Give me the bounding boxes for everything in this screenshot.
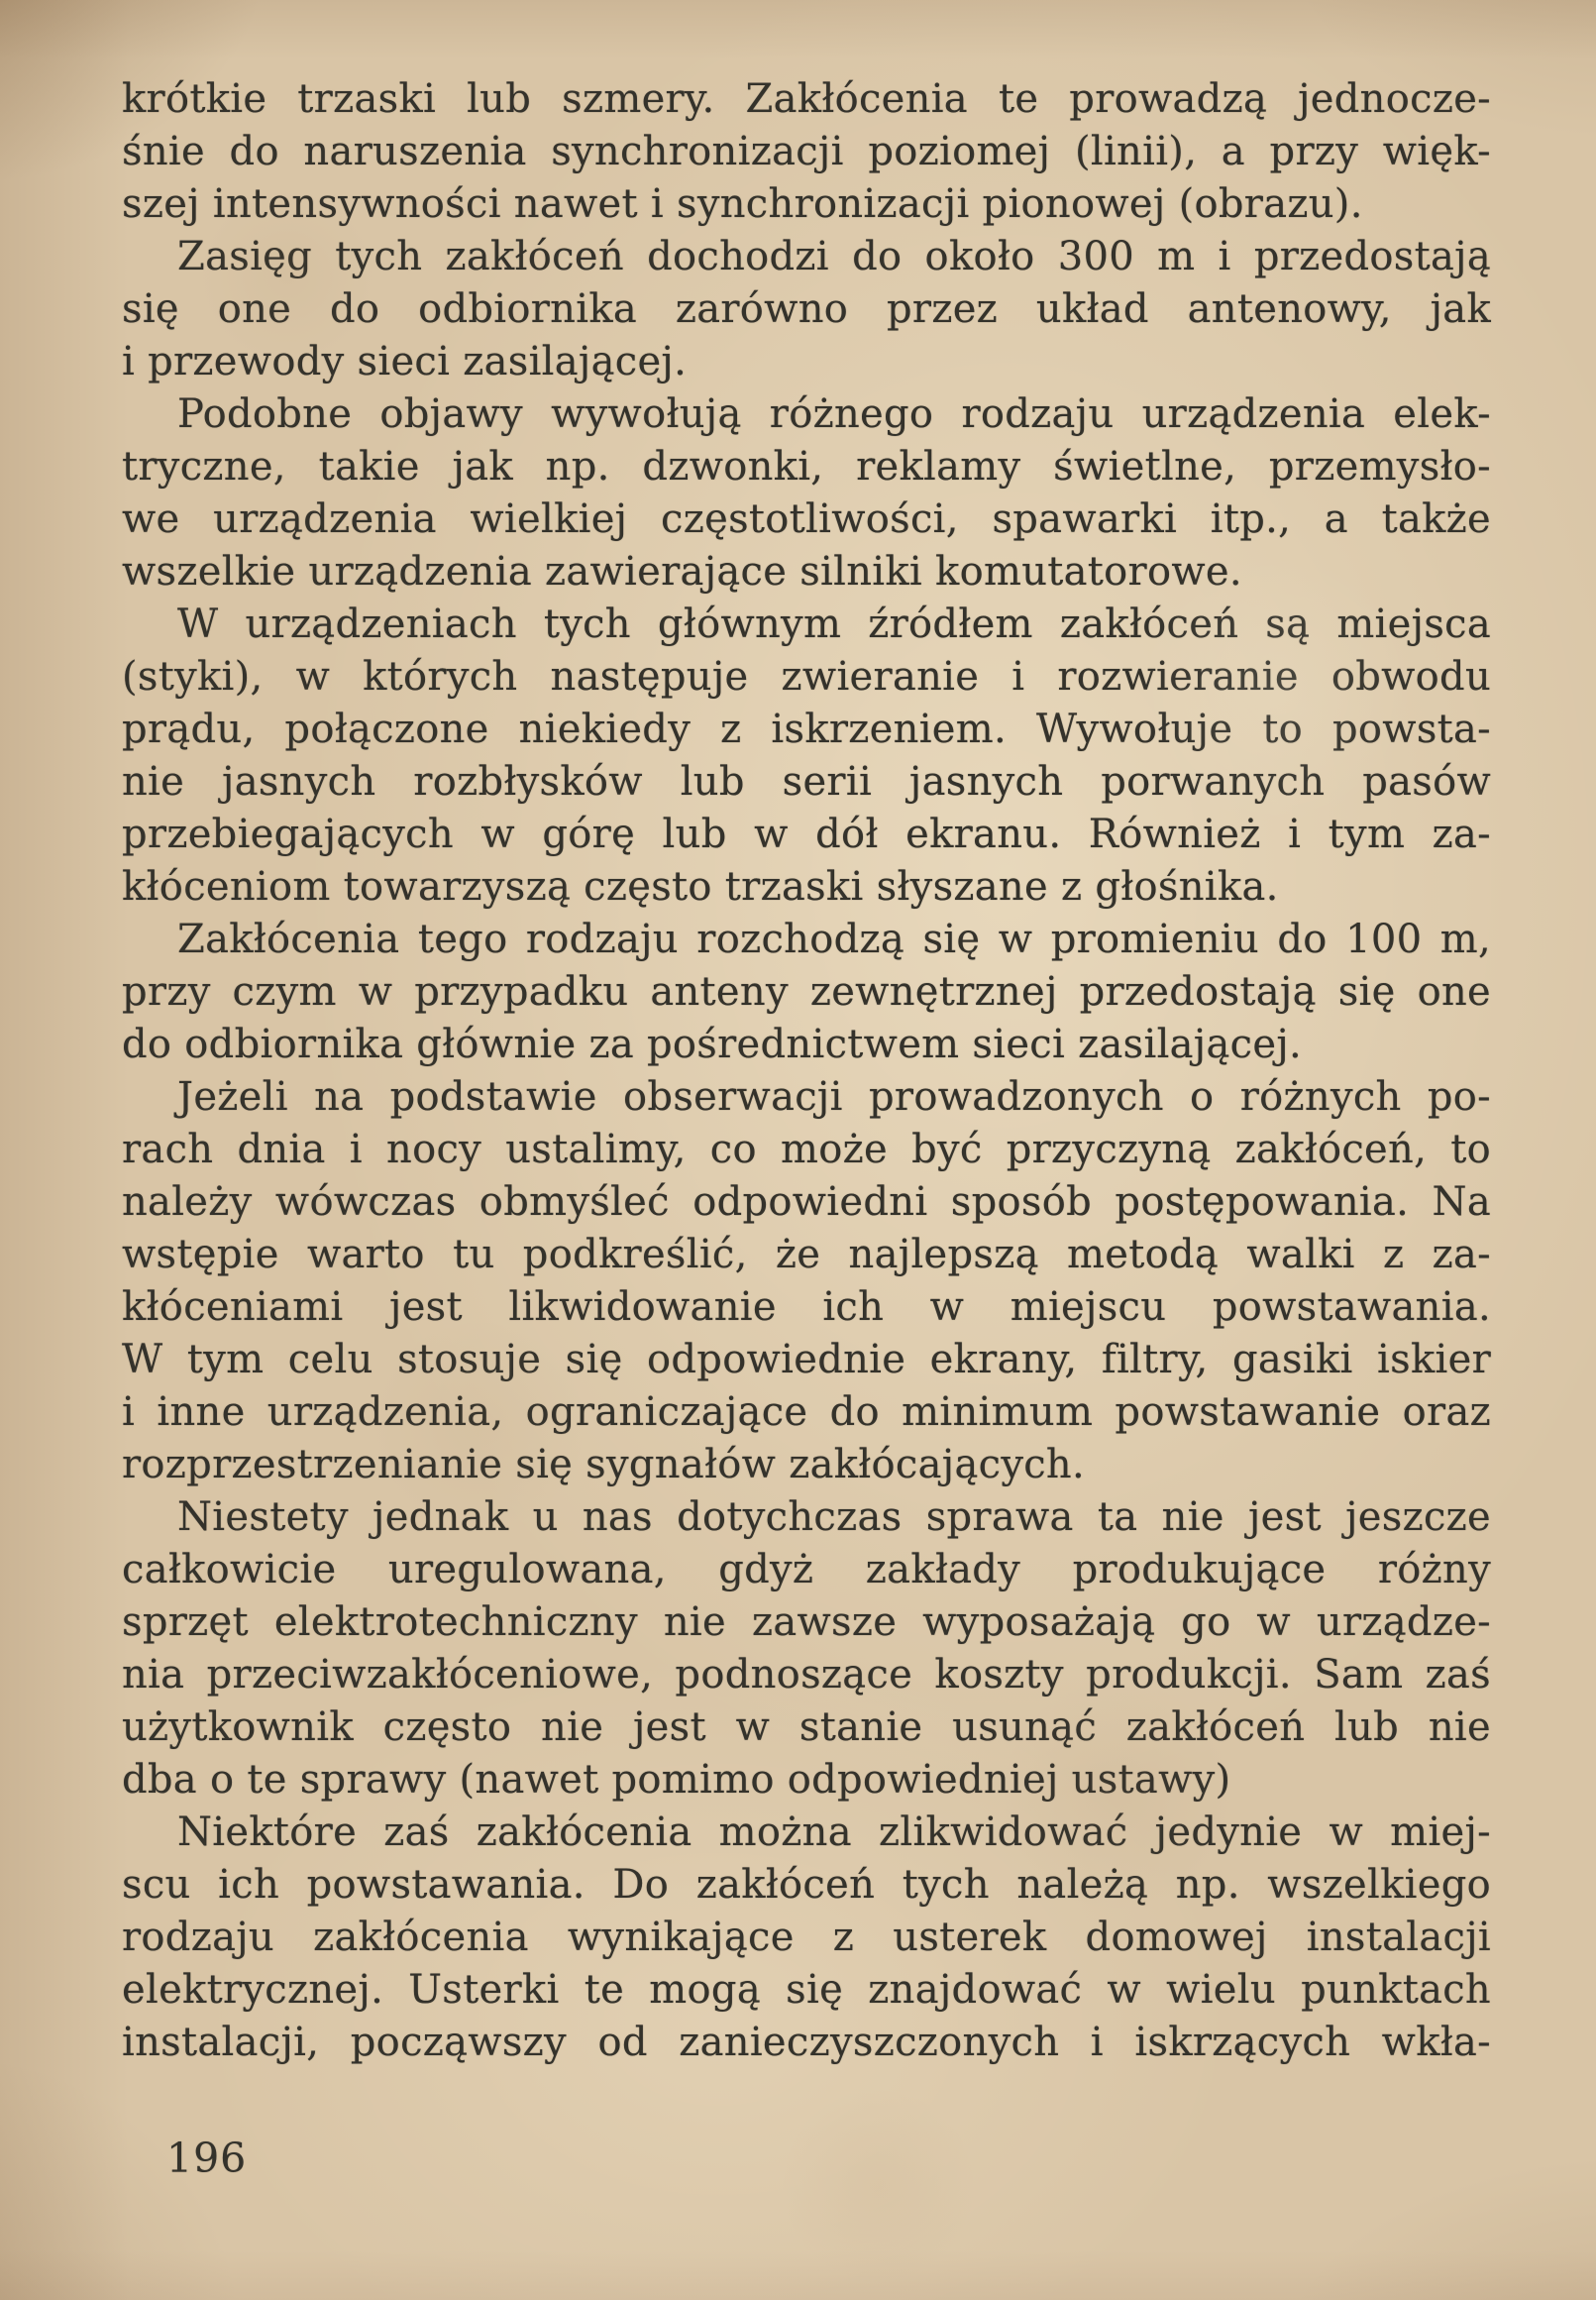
text-line: Zasięg tych zakłóceń dochodzi do około 300 m i przedostają bbox=[177, 234, 1491, 279]
text-line: przebiegających w górę lub w dół ekranu. Również i tym za- bbox=[122, 812, 1491, 857]
paragraph bbox=[122, 1071, 1491, 1491]
text-line: kłóceniom towarzyszą często trzaski słyszane z głośnika. bbox=[122, 864, 1279, 910]
text-line: scu ich powstawania. Do zakłóceń tych należą np. wszelkiego bbox=[122, 1862, 1491, 1908]
text-line: kłóceniami jest likwidowanie ich w miejscu powstawania. bbox=[122, 1284, 1491, 1330]
text-line: i przewody sieci zasilającej. bbox=[122, 339, 688, 384]
text-line: wstępie warto tu podkreślić, że najlepszą metodą walki z za- bbox=[122, 1232, 1491, 1277]
paragraph bbox=[122, 1491, 1491, 1807]
text-line: we urządzenia wielkiej częstotliwości, spawarki itp., a także bbox=[122, 496, 1491, 542]
text-line: do odbiornika głównie za pośrednictwem sieci zasilającej. bbox=[122, 1022, 1303, 1067]
text-line: i inne urządzenia, ograniczające do minimum powstawanie oraz bbox=[122, 1389, 1491, 1435]
paragraph bbox=[122, 1807, 1491, 2069]
text-line: szej intensywności nawet i synchronizacji pionowej (obrazu). bbox=[122, 181, 1363, 227]
text-line: dba o te sprawy (nawet pomimo odpowiedniej ustawy) bbox=[122, 1757, 1231, 1803]
paragraph bbox=[122, 73, 1491, 231]
text-line: Niektóre zaś zakłócenia można zlikwidować jedynie w miej- bbox=[177, 1809, 1491, 1855]
paragraph bbox=[122, 231, 1491, 388]
text-line: Podobne objawy wywołują różnego rodzaju urządzenia elek- bbox=[177, 391, 1491, 437]
text-line: Niestety jednak u nas dotychczas sprawa ta nie jest jeszcze bbox=[177, 1494, 1491, 1540]
paragraph bbox=[122, 599, 1491, 914]
text-line: użytkownik często nie jest w stanie usunąć zakłóceń lub nie bbox=[122, 1704, 1491, 1750]
text-line: elektrycznej. Usterki te mogą się znajdować w wielu punktach bbox=[122, 1967, 1491, 2013]
text-line: rozprzestrzenianie się sygnałów zakłócających. bbox=[122, 1442, 1086, 1487]
text-line: nia przeciwzakłóceniowe, podnoszące koszty produkcji. Sam zaś bbox=[122, 1652, 1491, 1698]
text-line: (styki), w których następuje zwieranie i rozwieranie obwodu bbox=[122, 654, 1491, 700]
paragraph bbox=[122, 914, 1491, 1071]
text-line: prądu, połączone niekiedy z iskrzeniem. Wywołuje to powsta- bbox=[122, 707, 1491, 752]
text-line: instalacji, począwszy od zanieczyszczonych i iskrzących wkła- bbox=[122, 2020, 1491, 2065]
text-line: całkowicie uregulowana, gdyż zakłady produkujące różny bbox=[122, 1547, 1491, 1592]
text-line: sprzęt elektrotechniczny nie zawsze wyposażają go w urządze- bbox=[122, 1599, 1491, 1645]
text-line: nie jasnych rozbłysków lub serii jasnych porwanych pasów bbox=[122, 759, 1491, 805]
text-line: się one do odbiornika zarówno przez układ antenowy, jak bbox=[122, 286, 1491, 332]
text-line: Zakłócenia tego rodzaju rozchodzą się w promieniu do 100 m, bbox=[177, 917, 1491, 962]
text-line: tryczne, takie jak np. dzwonki, reklamy świetlne, przemysło- bbox=[122, 444, 1491, 490]
text-line: W urządzeniach tych głównym źródłem zakłóceń są miejsca bbox=[177, 602, 1491, 647]
text-line: krótkie trzaski lub szmery. Zakłócenia te prowadzą jednocze- bbox=[122, 76, 1491, 122]
text-line: W tym celu stosuje się odpowiednie ekrany, filtry, gasiki iskier bbox=[122, 1337, 1491, 1382]
page-number: 196 bbox=[166, 2135, 248, 2182]
text-line: Jeżeli na podstawie obserwacji prowadzonych o różnych po- bbox=[177, 1074, 1491, 1120]
paragraph bbox=[122, 388, 1491, 599]
text-line: śnie do naruszenia synchronizacji poziomej (linii), a przy więk- bbox=[122, 129, 1491, 174]
page-text bbox=[122, 73, 1491, 2069]
text-line: przy czym w przypadku anteny zewnętrznej przedostają się one bbox=[122, 969, 1491, 1015]
text-line: rach dnia i nocy ustalimy, co może być przyczyną zakłóceń, to bbox=[122, 1127, 1491, 1172]
text-line: należy wówczas obmyśleć odpowiedni sposób postępowania. Na bbox=[122, 1179, 1491, 1225]
text-line: rodzaju zakłócenia wynikające z usterek domowej instalacji bbox=[122, 1915, 1491, 1960]
text-line: wszelkie urządzenia zawierające silniki komutatorowe. bbox=[122, 549, 1242, 595]
